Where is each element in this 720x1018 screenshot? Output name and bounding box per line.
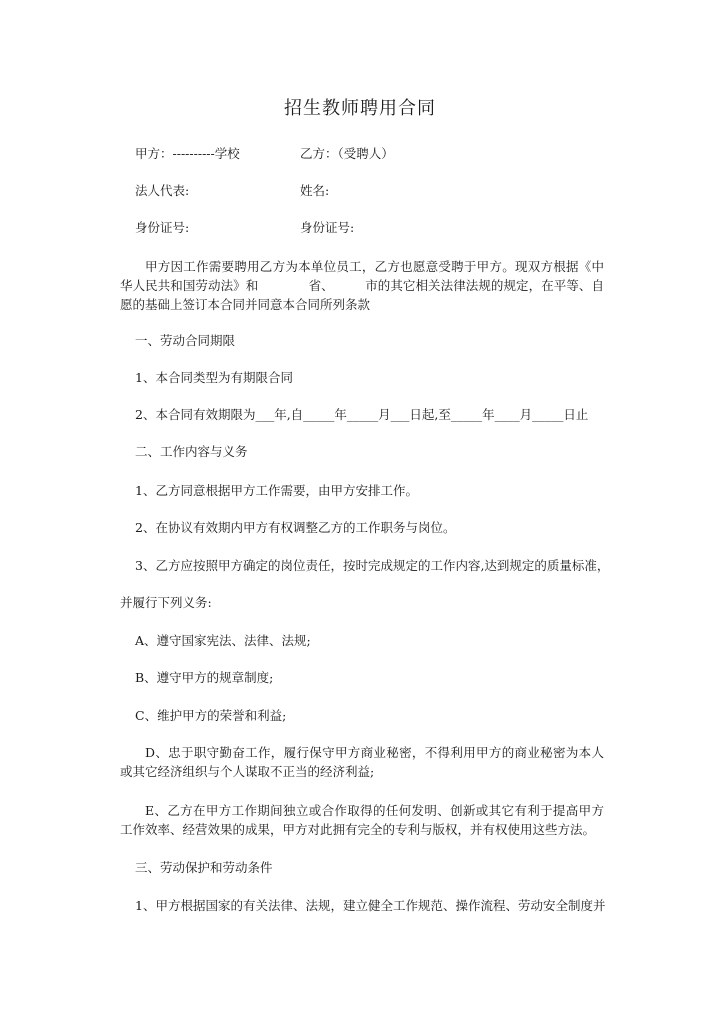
clause-2-3: 3、乙方应按照甲方确定的岗位责任，按时完成规定的工作内容,达到规定的质量标准， <box>135 558 610 573</box>
section-3-title: 三、劳动保护和劳动条件 <box>135 860 273 875</box>
intro-paragraph: 甲方因工作需要聘用乙方为本单位员工，乙方也愿意受聘于甲方。现双方根据《中华人民共和国劳动法》和 省、 市的其它相关法律法规的规定，在平等、自愿的基础上签订本合同并同意本合同所列条款 <box>120 259 604 312</box>
section-1-title: 一、劳动合同期限 <box>135 333 236 348</box>
clause-1-1: 1、本合同类型为有期限合同 <box>135 370 293 385</box>
duty-d: D、忠于职守勤奋工作，履行保守甲方商业秘密，不得利用甲方的商业秘密为本人或其它经济组织与个人谋取不正当的经济利益; <box>120 745 604 779</box>
legal-rep-label: 法人代表: <box>135 183 190 198</box>
clause-2-2: 2、在协议有效期内甲方有权调整乙方的工作职务与岗位。 <box>135 520 456 535</box>
section-2-title: 二、工作内容与义务 <box>135 444 248 459</box>
name-label: 姓名: <box>300 183 330 198</box>
duty-e: E、乙方在甲方工作期间独立或合作取得的任何发明、创新或其它有利于提高甲方工作效率、经营效果的成果，甲方对此拥有完全的专利与版权，并有权使用这些方法。 <box>120 803 604 837</box>
duty-a: A、遵守国家宪法、法律、法规; <box>135 633 311 648</box>
duty-b: B、遵守甲方的规章制度; <box>135 670 274 685</box>
duty-c: C、维护甲方的荣誉和利益; <box>135 708 287 723</box>
document-title: 招生教师聘用合同 <box>284 98 436 119</box>
clause-3-1: 1、甲方根据国家的有关法律、法规，建立健全工作规范、操作流程、劳动安全制度并 <box>135 898 606 913</box>
clause-2-3-cont: 并履行下列义务: <box>120 595 212 610</box>
party-b-label: 乙方：（受聘人） <box>300 146 394 161</box>
party-b-id-label: 身份证号: <box>300 220 355 235</box>
clause-1-2: 2、本合同有效期限为___年,自_____年_____月___日起,至_____年____月_____日止 <box>135 407 589 422</box>
party-a-id-label: 身份证号: <box>135 220 190 235</box>
clause-2-1: 1、乙方同意根据甲方工作需要，由甲方安排工作。 <box>135 483 418 498</box>
party-a-label: 甲方：----------学校 <box>135 146 240 161</box>
